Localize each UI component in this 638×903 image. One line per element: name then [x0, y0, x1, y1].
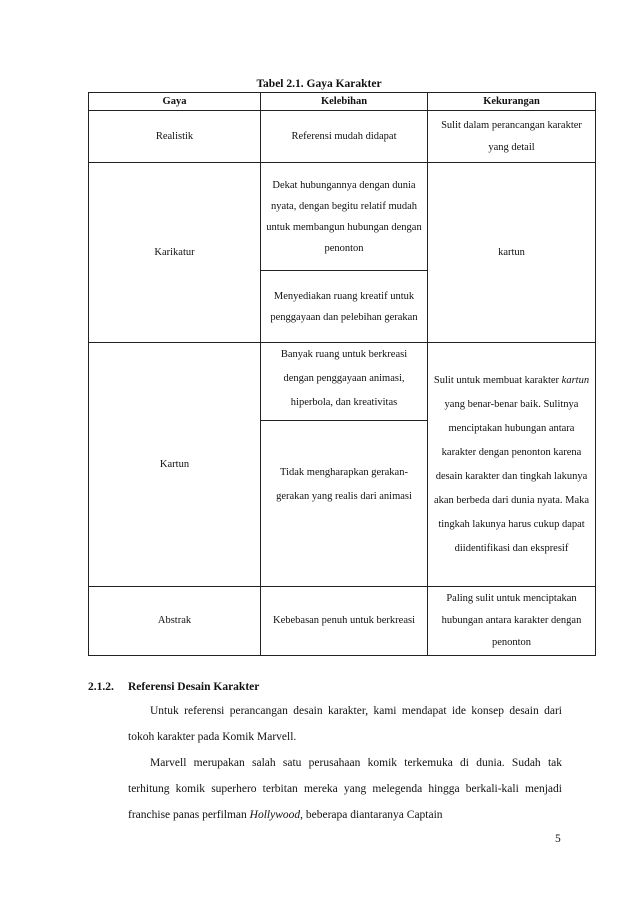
section-heading	[88, 681, 259, 693]
cell-kelebihan-karikatur-2: Menyediakan ruang kreatif untuk penggayaan dan pelebihan gerakan	[261, 271, 428, 343]
cell-kekurangan-realistik: Sulit dalam perancangan karakter yang detail	[428, 111, 596, 163]
section-title: Referensi Desain Karakter	[128, 681, 260, 693]
cell-gaya-realistik: Realistik	[89, 111, 261, 163]
character-style-table	[88, 92, 596, 656]
page-number: 5	[555, 833, 561, 845]
cell-kelebihan-kartun-1: Banyak ruang untuk berkreasi dengan penggayaan animasi, hiperbola, dan kreativitas	[261, 343, 428, 421]
kekurangan-kartun-text-a: Sulit untuk membuat karakter	[433, 374, 562, 386]
cell-kelebihan-realistik: Referensi mudah didapat	[261, 111, 428, 163]
cell-kelebihan-karikatur-1: Dekat hubungannya dengan dunia nyata, dengan begitu relatif mudah untuk membangun hubungan dengan penonton	[261, 163, 428, 271]
header-kekurangan: Kekurangan	[428, 93, 596, 111]
cell-gaya-kartun: Kartun	[89, 343, 261, 587]
table-header-row	[89, 93, 596, 111]
header-gaya: Gaya	[89, 93, 261, 111]
paragraph-2-em: Hollywood	[249, 809, 301, 821]
paragraph-2-text-b: , beberapa diantaranya Captain	[300, 809, 443, 821]
table-row-abstrak	[89, 587, 596, 656]
section-number: 2.1.2.	[88, 681, 114, 693]
kekurangan-kartun-em: kartun	[561, 374, 590, 386]
table-row-kartun-1	[89, 343, 596, 421]
table-row-karikatur-1	[89, 163, 596, 271]
cell-kekurangan-abstrak: Paling sulit untuk menciptakan hubungan antara karakter dengan penonton	[428, 587, 596, 656]
header-kelebihan: Kelebihan	[261, 93, 428, 111]
cell-gaya-karikatur: Karikatur	[89, 163, 261, 343]
cell-kekurangan-kartun	[428, 343, 596, 587]
paragraph-2	[128, 750, 562, 828]
paragraph-1: Untuk referensi perancangan desain karakter, kami mendapat ide konsep desain dari tokoh karakter pada Komik Marvell.	[128, 705, 562, 743]
kekurangan-kartun-text-b: yang benar-benar baik. Sulitnya menciptakan hubungan antara karakter dengan penonton karena desain karakter dan tingkah lakunya akan berbeda dari dunia nyata. Maka tingkah lakunya harus cukup dapat diidentifikasi dan ekspresif	[433, 398, 590, 554]
cell-kelebihan-abstrak: Kebebasan penuh untuk berkreasi	[261, 587, 428, 656]
paragraph-2-text-a: Marvell merupakan salah satu perusahaan komik terkemuka di dunia. Sudah tak terhitung komik superhero terbitan mereka yang melegenda hingga berkali-kali menjadi franchise panas perfilman	[128, 757, 562, 821]
table-caption: Tabel 2.1. Gaya Karakter	[256, 78, 382, 90]
cell-kekurangan-karikatur: kartun	[428, 163, 596, 343]
cell-gaya-abstrak: Abstrak	[89, 587, 261, 656]
cell-kelebihan-kartun-2: Tidak mengharapkan gerakan-gerakan yang realis dari animasi	[261, 421, 428, 587]
table-row-realistik	[89, 111, 596, 163]
